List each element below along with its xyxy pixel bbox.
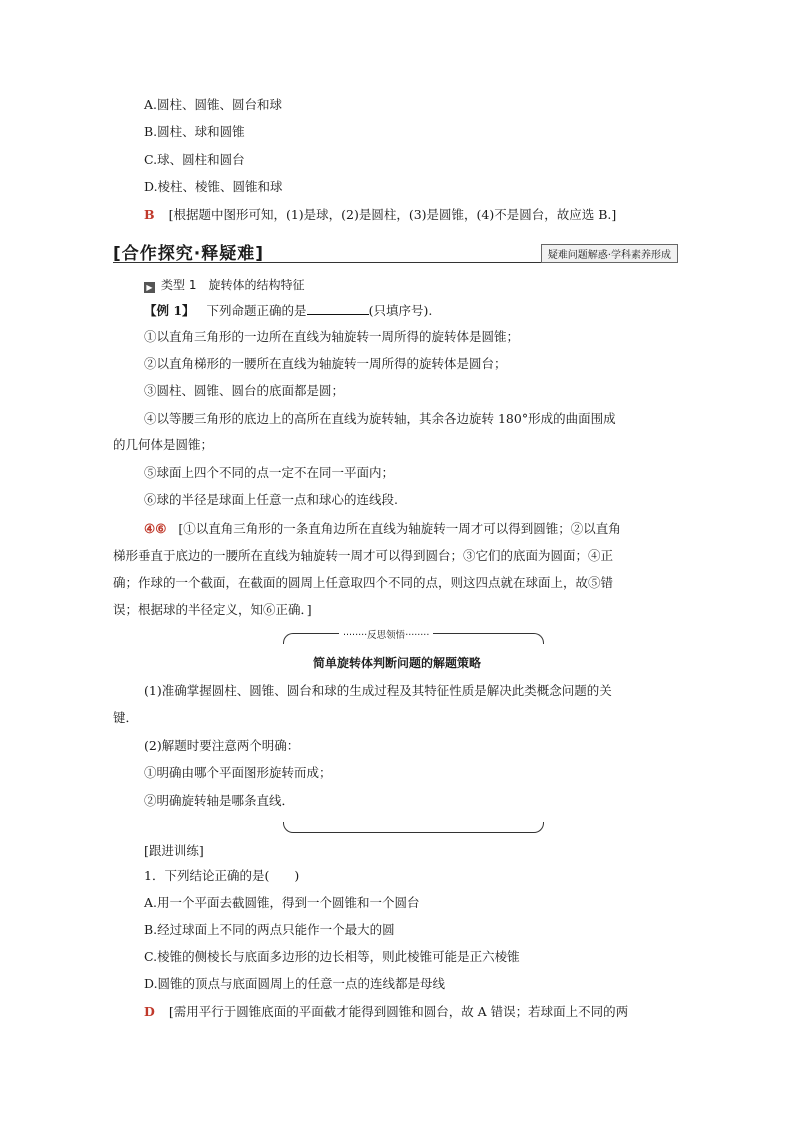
example-item-2: ②以直角梯形的一腰所在直线为轴旋转一周所得的旋转体是圆台； xyxy=(144,356,507,371)
type-heading xyxy=(144,276,304,294)
play-triangle-icon: ▶ xyxy=(144,282,155,293)
top-answer-text: [根据题中图形可知，(1)是球，(2)是圆柱，(3)是圆锥，(4)不是圆台，故应选 B.] xyxy=(168,207,617,222)
practice-answer-text: [需用平行于圆锥底面的平面截才能得到圆锥和圆台，故 A 错误；若球面上不同的两 xyxy=(168,1004,629,1019)
type-heading-text: 类型 1 旋转体的结构特征 xyxy=(161,278,305,292)
practice-option-a: A.用一个平面去截圆锥，得到一个圆锥和一个圆台 xyxy=(144,895,420,910)
example-item-6: ⑥球的半径是球面上任意一点和球心的连线段. xyxy=(144,492,398,507)
section-title: [合作探究·释疑难] xyxy=(113,244,264,264)
example-item-4-cont: 的几何体是圆锥； xyxy=(113,437,214,452)
practice-label: [跟进训练] xyxy=(144,843,204,858)
example-item-5: ⑤球面上四个不同的点一定不在同一平面内； xyxy=(144,465,395,480)
practice-answer-letter: D xyxy=(144,1004,155,1019)
option-c-top: C.球、圆柱和圆台 xyxy=(144,152,245,167)
reflection-line-3: (2)解题时要注意两个明确： xyxy=(144,738,300,753)
reflection-line-2: 键． xyxy=(113,710,139,725)
practice-question: 1．下列结论正确的是( ) xyxy=(144,868,300,883)
reflection-title: 简单旋转体判断问题的解题策略 xyxy=(313,656,482,670)
section-heading xyxy=(113,238,678,263)
example-item-3: ③圆柱、圆锥、圆台的底面都是圆； xyxy=(144,383,345,398)
example-question-prefix: 下列命题正确的是 xyxy=(206,303,307,318)
example-question xyxy=(144,302,432,320)
solution-text-1: [①以直角三角形的一条直角边所在直线为轴旋转一周才可以得到圆锥；②以直角 xyxy=(178,521,621,536)
solution-line-4: 误；根据球的半径定义，知⑥正确．] xyxy=(113,602,312,617)
practice-answer xyxy=(144,1003,628,1021)
example-question-suffix: (只填序号). xyxy=(368,303,433,318)
example-item-4: ④以等腰三角形的底边上的高所在直线为旋转轴，其余各边旋转 180°形成的曲面围成 xyxy=(144,411,616,426)
option-b-top: B.圆柱、球和圆锥 xyxy=(144,124,245,139)
reflection-bottom-border xyxy=(283,822,544,833)
solution-line-3: 确；作球的一个截面，在截面的圆周上任意取四个不同的点，则这四点就在球面上，故⑤错 xyxy=(113,575,614,590)
option-a-top: A.圆柱、圆锥、圆台和球 xyxy=(144,97,283,112)
section-subtitle: 疑难问题解惑·学科素养形成 xyxy=(541,244,678,263)
practice-option-b: B.经过球面上不同的两点只能作一个最大的圆 xyxy=(144,922,395,937)
reflection-line-4: ①明确由哪个平面图形旋转而成； xyxy=(144,765,332,780)
solution-line-2: 梯形垂直于底边的一腰所在直线为轴旋转一周才可以得到圆台；③它们的底面为圆面；④正 xyxy=(113,548,614,563)
example-answer-marks: ④⑥ xyxy=(144,521,167,536)
reflection-line-1: (1)准确掌握圆柱、圆锥、圆台和球的生成过程及其特征性质是解决此类概念问题的关 xyxy=(144,683,612,698)
example-label: 【例 1】 xyxy=(144,303,195,318)
solution-line-1 xyxy=(144,520,621,538)
reflection-line-5: ②明确旋转轴是哪条直线． xyxy=(144,793,295,808)
practice-option-c: C.棱锥的侧棱长与底面多边形的边长相等，则此棱锥可能是正六棱锥 xyxy=(144,949,520,964)
example-item-1: ①以直角三角形的一边所在直线为轴旋转一周所得的旋转体是圆锥； xyxy=(144,329,520,344)
answer-blank xyxy=(307,302,369,315)
reflection-tag: ········反思领悟········ xyxy=(339,627,433,641)
top-answer-letter: B xyxy=(144,207,155,222)
top-answer xyxy=(144,206,616,224)
practice-option-d: D.圆锥的顶点与底面圆周上的任意一点的连线都是母线 xyxy=(144,976,446,991)
reflection-tag-text: 反思领悟 xyxy=(367,630,406,641)
option-d-top: D.棱柱、棱锥、圆锥和球 xyxy=(144,179,283,194)
